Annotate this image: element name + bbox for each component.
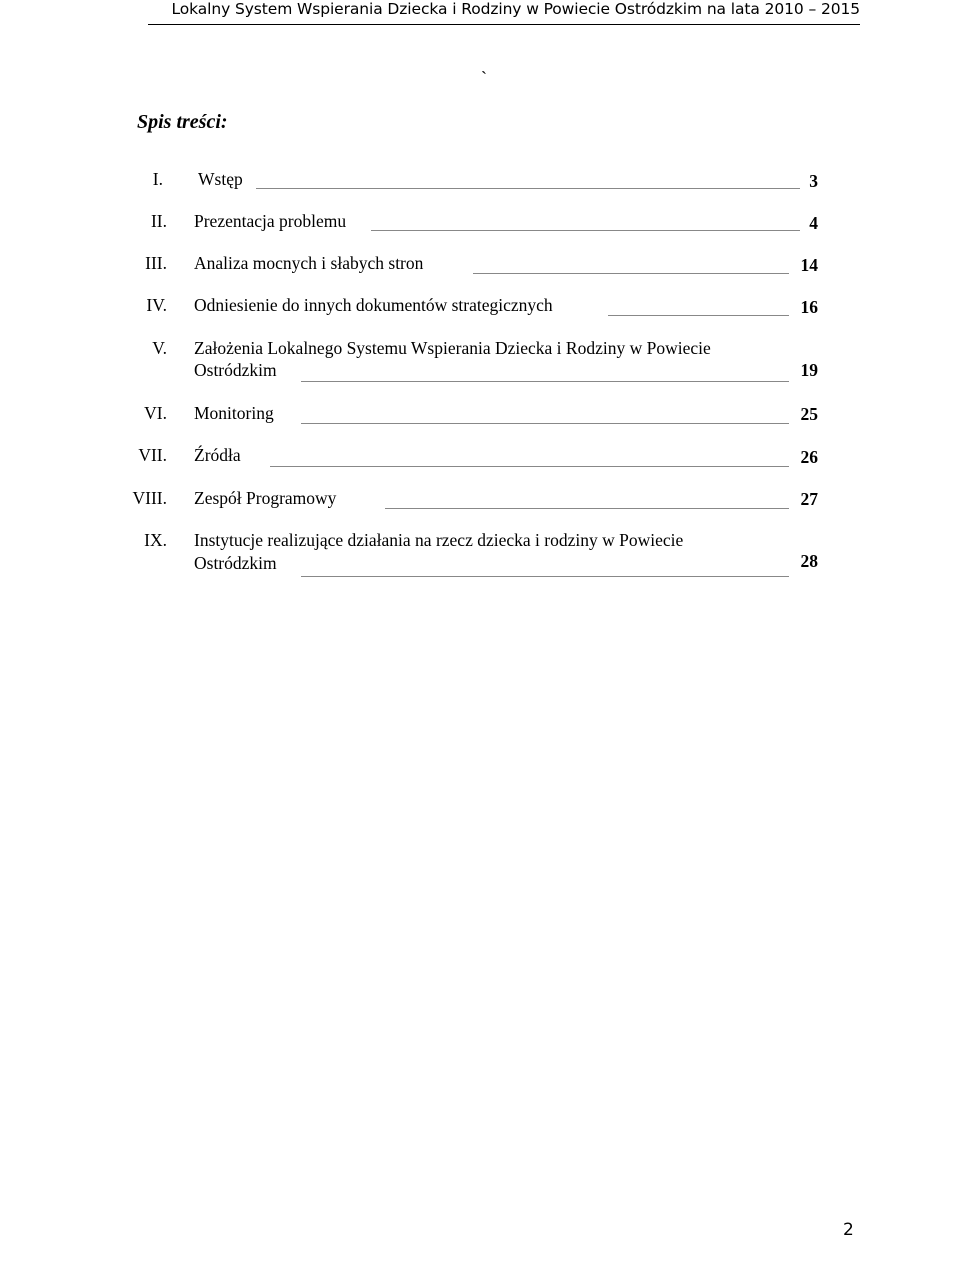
toc-entry-number: I. [152,169,163,189]
toc-entry-title: Wstęp [198,169,243,189]
toc-entry-page: 16 [800,297,818,317]
toc-entry-number: VII. [138,445,167,465]
toc-entry-title: Odniesienie do innych dokumentów strategicznych [194,295,553,315]
toc-entry-number: VIII. [132,488,167,508]
toc-entry-page: 3 [809,171,818,191]
toc-entry-title: Założenia Lokalnego Systemu Wspierania Dziecka i Rodziny w Powiecie [194,338,711,358]
toc-entry-number: IX. [144,530,167,550]
toc-entry-page: 26 [800,447,818,467]
toc-entry-title: Analiza mocnych i słabych stron [194,253,424,273]
toc-entry-title-continuation: Ostródzkim [194,360,277,380]
toc-entry-page: 19 [800,360,818,380]
toc-leader [256,188,800,189]
toc-leader [473,273,789,274]
toc-entry-title: Instytucje realizujące działania na rzecz dziecka i rodziny w Powiecie [194,530,684,550]
toc-leader [301,576,789,577]
toc-entry-number: V. [152,338,167,358]
toc-entry-number: II. [150,211,167,231]
toc-leader [371,230,800,231]
toc-entry-title: Prezentacja problemu [194,211,347,231]
toc-entry-page: 25 [800,404,818,424]
toc-entry-page: 28 [800,551,818,571]
running-header: Lokalny System Wspierania Dziecka i Rodziny w Powiecie Ostródzkim na lata 2010 – 2015 [148,0,860,25]
toc-leader [385,508,789,509]
toc-entry-page: 4 [809,213,818,233]
toc-entry-page: 14 [800,255,818,275]
toc-entry-title: Zespół Programowy [194,488,337,508]
toc-entry-page: 27 [800,489,818,509]
toc-heading: Spis treści: [137,111,228,133]
toc-leader [608,315,789,316]
stray-mark: ` [481,68,487,88]
toc-entry-title: Monitoring [194,403,274,423]
page-number: 2 [843,1220,854,1240]
toc-entry-number: IV. [146,295,167,315]
toc-entry-number: III. [145,253,167,273]
toc-entry-number: VI. [144,403,167,423]
toc-leader [301,381,789,382]
toc-leader [301,423,789,424]
toc-leader [270,466,789,467]
toc-entry-title: Źródła [194,445,241,465]
toc-entry-title-continuation: Ostródzkim [194,553,277,573]
